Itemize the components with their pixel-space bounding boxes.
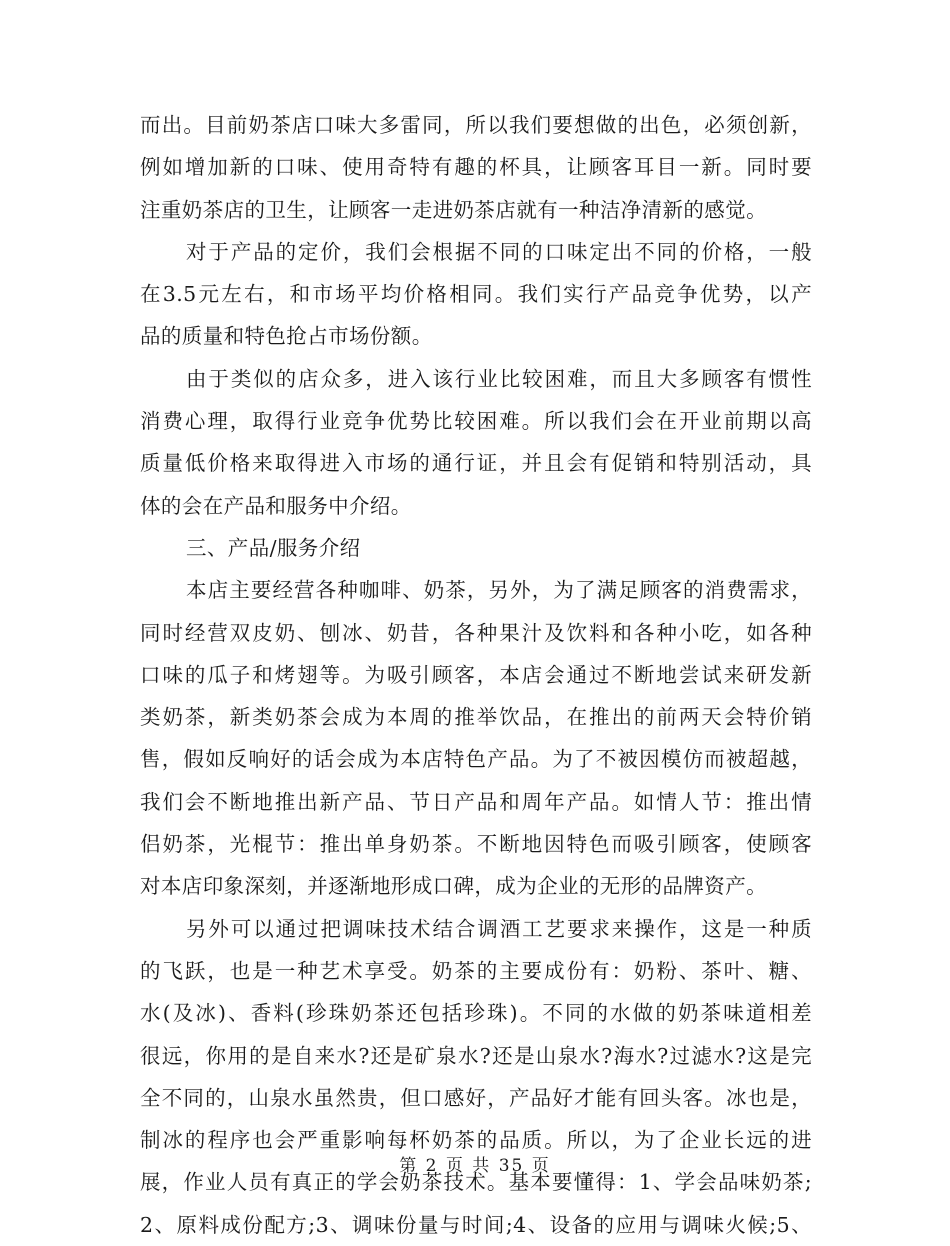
text-line: 侣奶茶，光棍节：推出单身奶茶。不断地因特色而吸引顾客，使顾客 [140,832,812,857]
text-line: 水(及冰)、香料(珍珠奶茶还包括珍珠)。不同的水做的奶茶味道相差 [140,1001,812,1026]
text-line: 在3.5元左右，和市场平均价格相同。我们实行产品竞争优势，以产 [140,282,812,307]
text-line: 对于产品的定价，我们会根据不同的口味定出不同的价格，一般 [186,239,812,264]
text-line: 我们会不断地推出新产品、节日产品和周年产品。如情人节：推出情 [140,789,812,814]
text-line: 类奶茶，新类奶茶会成为本周的推举饮品，在推出的前两天会特价销 [140,705,812,730]
text-line: 而出。目前奶茶店口味大多雷同，所以我们要想做的出色，必须创新， [140,113,812,137]
text-line: 制冰的程序也会严重影响每杯奶茶的品质。所以，为了企业长远的进 [140,1128,812,1153]
text-line: 对本店印象深刻，并逐渐地形成口碑，成为企业的无形的品牌资产。 [140,874,767,899]
document-body [140,104,812,1246]
text-line: 同时经营双皮奶、刨冰、奶昔，各种果汁及饮料和各种小吃，如各种 [140,620,812,645]
page-number-footer: 第 2 页 共 35 页 [399,1156,551,1176]
text-line: 另外可以通过把调味技术结合调酒工艺要求来操作，这是一种质 [186,916,812,941]
text-line: 本店主要经营各种咖啡、奶茶，另外，为了满足顾客的消费需求， [186,578,812,603]
text-line: 全不同的，山泉水虽然贵，但口感好，产品好才能有回头客。冰也是， [140,1085,812,1110]
text-line: 注重奶茶店的卫生，让顾客一走进奶茶店就有一种洁净清新的感觉。 [140,197,767,222]
text-line: 三、产品/服务介绍 [186,535,361,560]
text-line: 很远，你用的是自来水?还是矿泉水?还是山泉水?海水?过滤水?这是完 [140,1043,812,1068]
text-line: 展，作业人员有真正的学会奶茶技术。基本要懂得：1、学会品味奶茶; [140,1170,812,1195]
text-line: 例如增加新的口味、使用奇特有趣的杯具，让顾客耳目一新。同时要 [140,155,812,180]
text-line: 口味的瓜子和烤翅等。为吸引顾客，本店会通过不断地尝试来研发新 [140,662,812,687]
text-line: 消费心理，取得行业竞争优势比较困难。所以我们会在开业前期以高 [140,409,812,434]
text-line: 质量低价格来取得进入市场的通行证，并且会有促销和特别活动，具 [140,451,812,476]
text-line: 售，假如反响好的话会成为本店特色产品。为了不被因模仿而被超越， [140,747,812,772]
text-line: 的飞跃，也是一种艺术享受。奶茶的主要成份有：奶粉、茶叶、糖、 [140,958,812,983]
text-line: 2、原料成份配方;3、调味份量与时间;4、设备的应用与调味火候;5、 [140,1212,812,1237]
text-line: 由于类似的店众多，进入该行业比较困难，而且大多顾客有惯性 [186,366,812,391]
text-line: 体的会在产品和服务中介绍。 [140,493,412,518]
text-line: 品的质量和特色抢占市场份额。 [140,324,433,349]
